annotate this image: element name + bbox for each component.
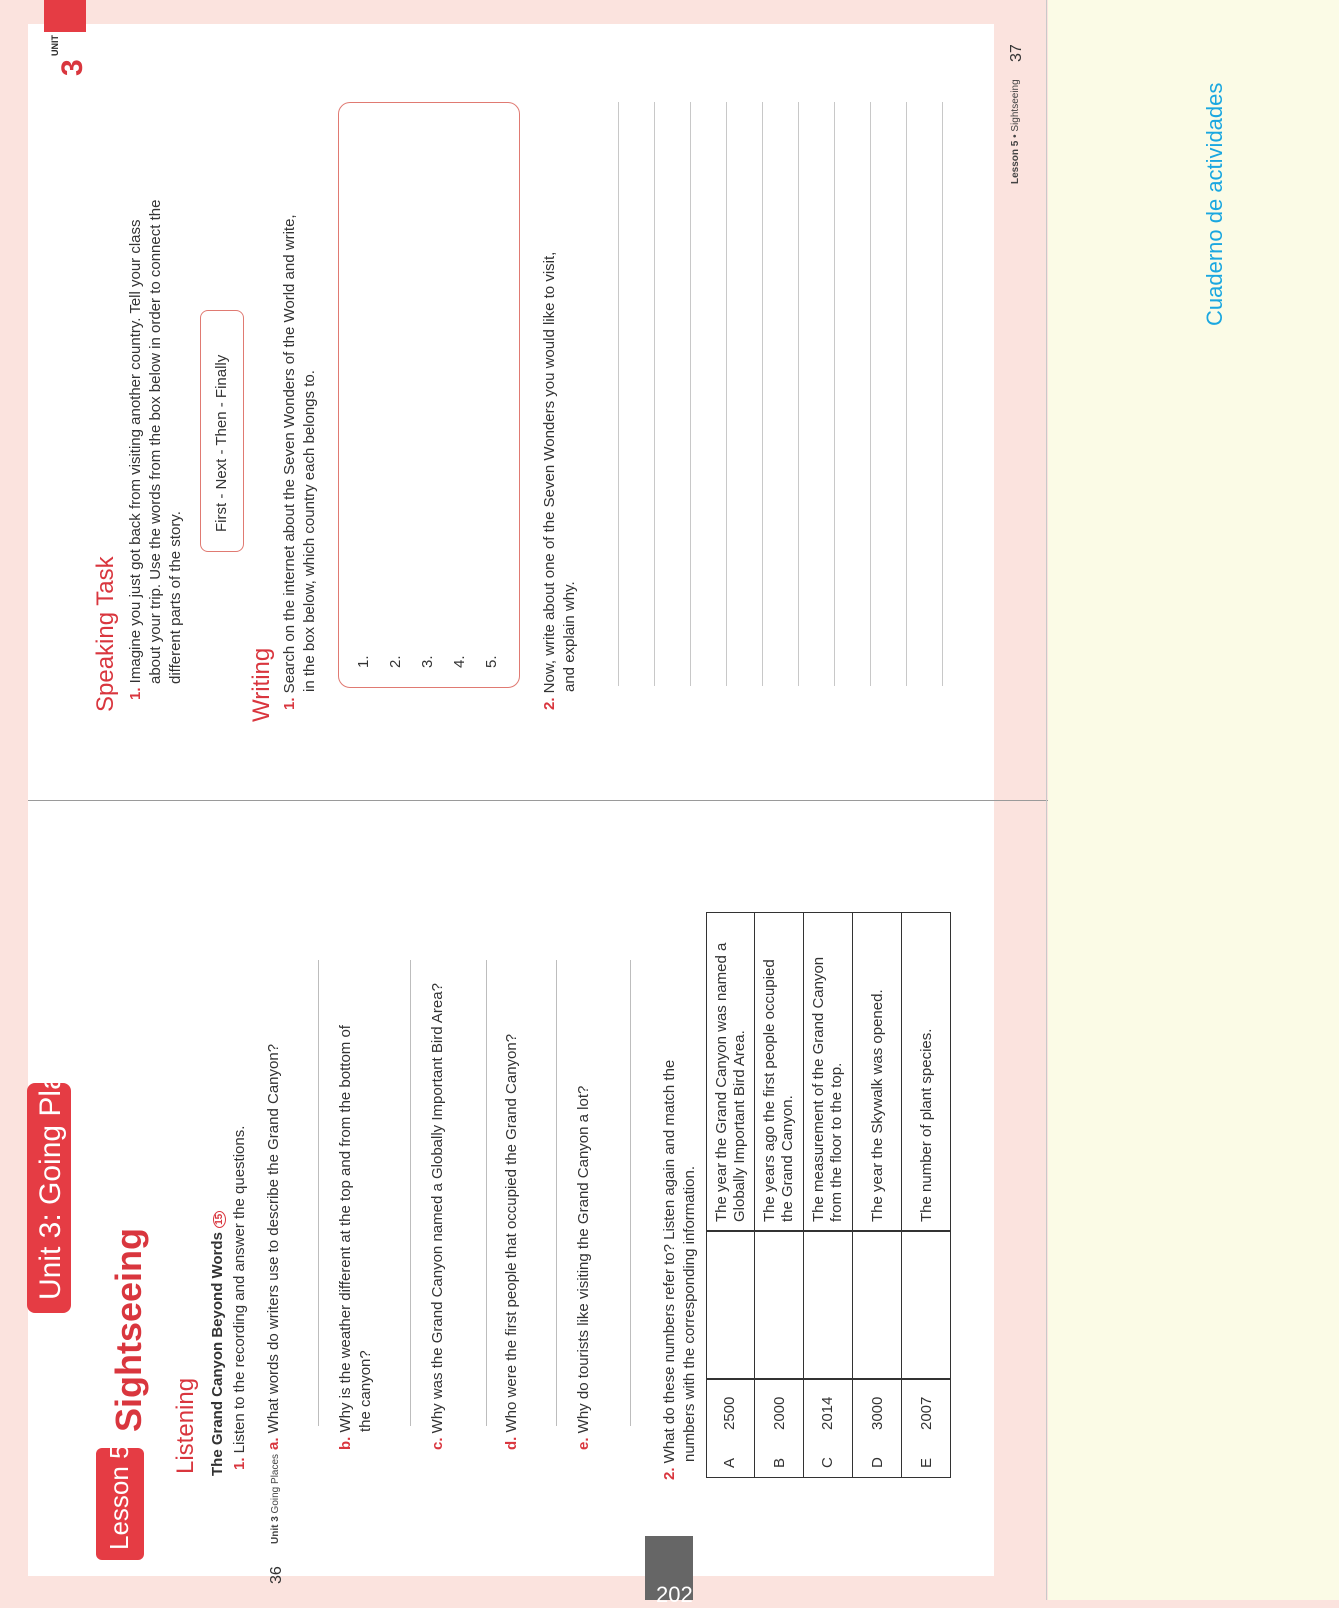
writing-line-8[interactable] (870, 102, 871, 686)
unit-number: 3 (56, 59, 89, 76)
side-panel (1048, 0, 1339, 1600)
side-label: Cuaderno de actividades (1202, 82, 1227, 326)
answer-line-e[interactable] (630, 960, 631, 1426)
audio-title-text: The Grand Canyon Beyond Words (209, 1232, 226, 1476)
table-row-b-letter: B (771, 1457, 788, 1468)
question-a-text: What words do writers use to describe the Grand Canyon? (265, 1043, 282, 1434)
writing-line-5[interactable] (762, 102, 763, 686)
question-b-letter: b. (337, 1436, 354, 1450)
q2-text: What do these numbers refer to? Listen again and match the (661, 1059, 678, 1464)
q2-line2: numbers with the corresponding information. (681, 1166, 698, 1462)
table-row-d-letter: D (869, 1457, 886, 1468)
question-a-letter: a. (265, 1437, 282, 1450)
speaking-q1 (126, 219, 145, 700)
right-footer-text: • Sightseeing (1010, 79, 1021, 138)
writing-q2 (540, 252, 559, 710)
question-c-text: Why was the Grand Canyon named a Globally Important Bird Area? (429, 983, 446, 1434)
question-b-line2: the canyon? (357, 1350, 374, 1432)
question-c-letter: c. (429, 1437, 446, 1450)
wonders-answer-box[interactable] (338, 102, 520, 688)
writing-q2-line1: Now, write about one of the Seven Wonders you would like to visit, (541, 251, 558, 694)
question-c (428, 983, 447, 1450)
word-box-text: First - Next - Then - Finally (213, 354, 230, 532)
table-row-b-info: The years ago the first people occupied (761, 959, 778, 1222)
wonders-item-5: 5. (483, 655, 500, 668)
q1-text: Listen to the recording and answer the questions. (231, 1125, 248, 1454)
left-page-number: 36 (268, 1566, 285, 1584)
table-row-e-number: 2007 (918, 1396, 935, 1430)
table-row-a-info2: Globally Important Bird Area. (731, 1030, 748, 1222)
page-fold-divider (28, 800, 1048, 801)
left-footer-bold: Unit 3 (270, 1516, 281, 1544)
writing-line-7[interactable] (834, 102, 835, 686)
question-b-text: Why is the weather different at the top and from the bottom of (337, 1025, 354, 1433)
answer-line-c[interactable] (486, 960, 487, 1426)
writing-line-1[interactable] (618, 102, 619, 686)
table-row-c-info: The measurement of the Grand Canyon (810, 956, 827, 1222)
table-row-e-letter: E (918, 1457, 935, 1468)
lesson-title: Sightseeing (108, 1227, 149, 1432)
table-row-b-info2: the Grand Canyon. (779, 1095, 796, 1222)
table-row-a-number-cell (706, 1230, 755, 1380)
writing-q1 (280, 214, 299, 710)
unit-tab-marker (44, 0, 86, 32)
table-row-c-number-cell (803, 1230, 853, 1380)
writing-line-3[interactable] (690, 102, 691, 686)
speaking-q1-line1: Imagine you just got back from visiting another country. Tell your class (127, 219, 144, 684)
wonders-item-2: 2. (387, 655, 404, 668)
writing-line-9[interactable] (906, 102, 907, 686)
lesson-label: Lesson 5 (104, 1444, 134, 1550)
question-e (574, 1086, 593, 1450)
writing-line-6[interactable] (798, 102, 799, 686)
writing-q1-number: 1. (281, 697, 298, 710)
table-row-b-number: 2000 (771, 1396, 788, 1430)
q2-number: 2. (661, 1467, 678, 1480)
right-footer (1010, 79, 1021, 184)
left-footer-text: Going Places (270, 1453, 281, 1514)
section-writing: Writing (248, 647, 275, 722)
writing-q1-line1: Search on the internet about the Seven Wonders of the World and write, (281, 214, 298, 694)
answer-line-d[interactable] (556, 960, 557, 1426)
answer-line-b[interactable] (410, 960, 411, 1426)
answer-line-a[interactable] (318, 960, 319, 1426)
left-footer (270, 1454, 281, 1544)
page-number-badge-text: 202 (656, 1582, 693, 1607)
table-row-d-info: The year the Skywalk was opened. (869, 989, 886, 1222)
speaking-q1-number: 1. (127, 687, 144, 700)
table-row-e-info: The number of plant species. (918, 1028, 935, 1222)
writing-line-4[interactable] (726, 102, 727, 686)
unit-title: Unit 3: Going Places (34, 1026, 67, 1300)
table-row-a-info: The year the Grand Canyon was named a (713, 942, 730, 1222)
question-e-text: Why do tourists like visiting the Grand Canyon a lot? (575, 1085, 592, 1434)
question-d (502, 1034, 521, 1450)
audio-track-icon[interactable]: 15 (213, 1211, 226, 1228)
section-listening: Listening (172, 1377, 199, 1474)
table-row-e-number-cell (901, 1230, 951, 1380)
writing-line-2[interactable] (654, 102, 655, 686)
q1-number: 1. (231, 1457, 248, 1470)
q2 (660, 1060, 679, 1480)
unit-label: UNIT (50, 35, 60, 56)
table-row-d-number: 3000 (869, 1396, 886, 1430)
writing-q2-number: 2. (541, 697, 558, 710)
wonders-item-4: 4. (451, 655, 468, 668)
question-d-text: Who were the first people that occupied the Grand Canyon? (503, 1033, 520, 1433)
table-row-c-info2: from the floor to the top. (828, 1062, 845, 1222)
section-speaking-task: Speaking Task (92, 556, 119, 712)
question-a (264, 1044, 283, 1450)
writing-line-10[interactable] (942, 102, 943, 686)
speaking-q1-line2: about your trip. Use the words from the box below in order to connect the (147, 199, 164, 684)
table-row-a-number: 2500 (721, 1396, 738, 1430)
speaking-q1-line3: different parts of the story. (167, 511, 184, 684)
question-d-letter: d. (503, 1436, 520, 1450)
writing-q2-line2: and explain why. (561, 581, 578, 692)
q1 (230, 1126, 249, 1470)
table-row-a-letter: A (721, 1457, 738, 1468)
table-row-b-number-cell (754, 1230, 804, 1380)
right-page-number: 37 (1008, 44, 1025, 62)
writing-q1-line2: in the box below, which country each belongs to. (301, 370, 318, 692)
table-row-c-number: 2014 (819, 1396, 836, 1430)
right-footer-bold: Lesson 5 (1010, 140, 1021, 184)
question-b (336, 1025, 355, 1450)
table-row-d-number-cell (852, 1230, 902, 1380)
page-edge (1046, 0, 1047, 1600)
question-e-letter: e. (575, 1437, 592, 1450)
table-row-c-letter: C (819, 1457, 836, 1468)
audio-title (208, 1211, 229, 1476)
wonders-item-3: 3. (419, 655, 436, 668)
wonders-item-1: 1. (355, 655, 372, 668)
